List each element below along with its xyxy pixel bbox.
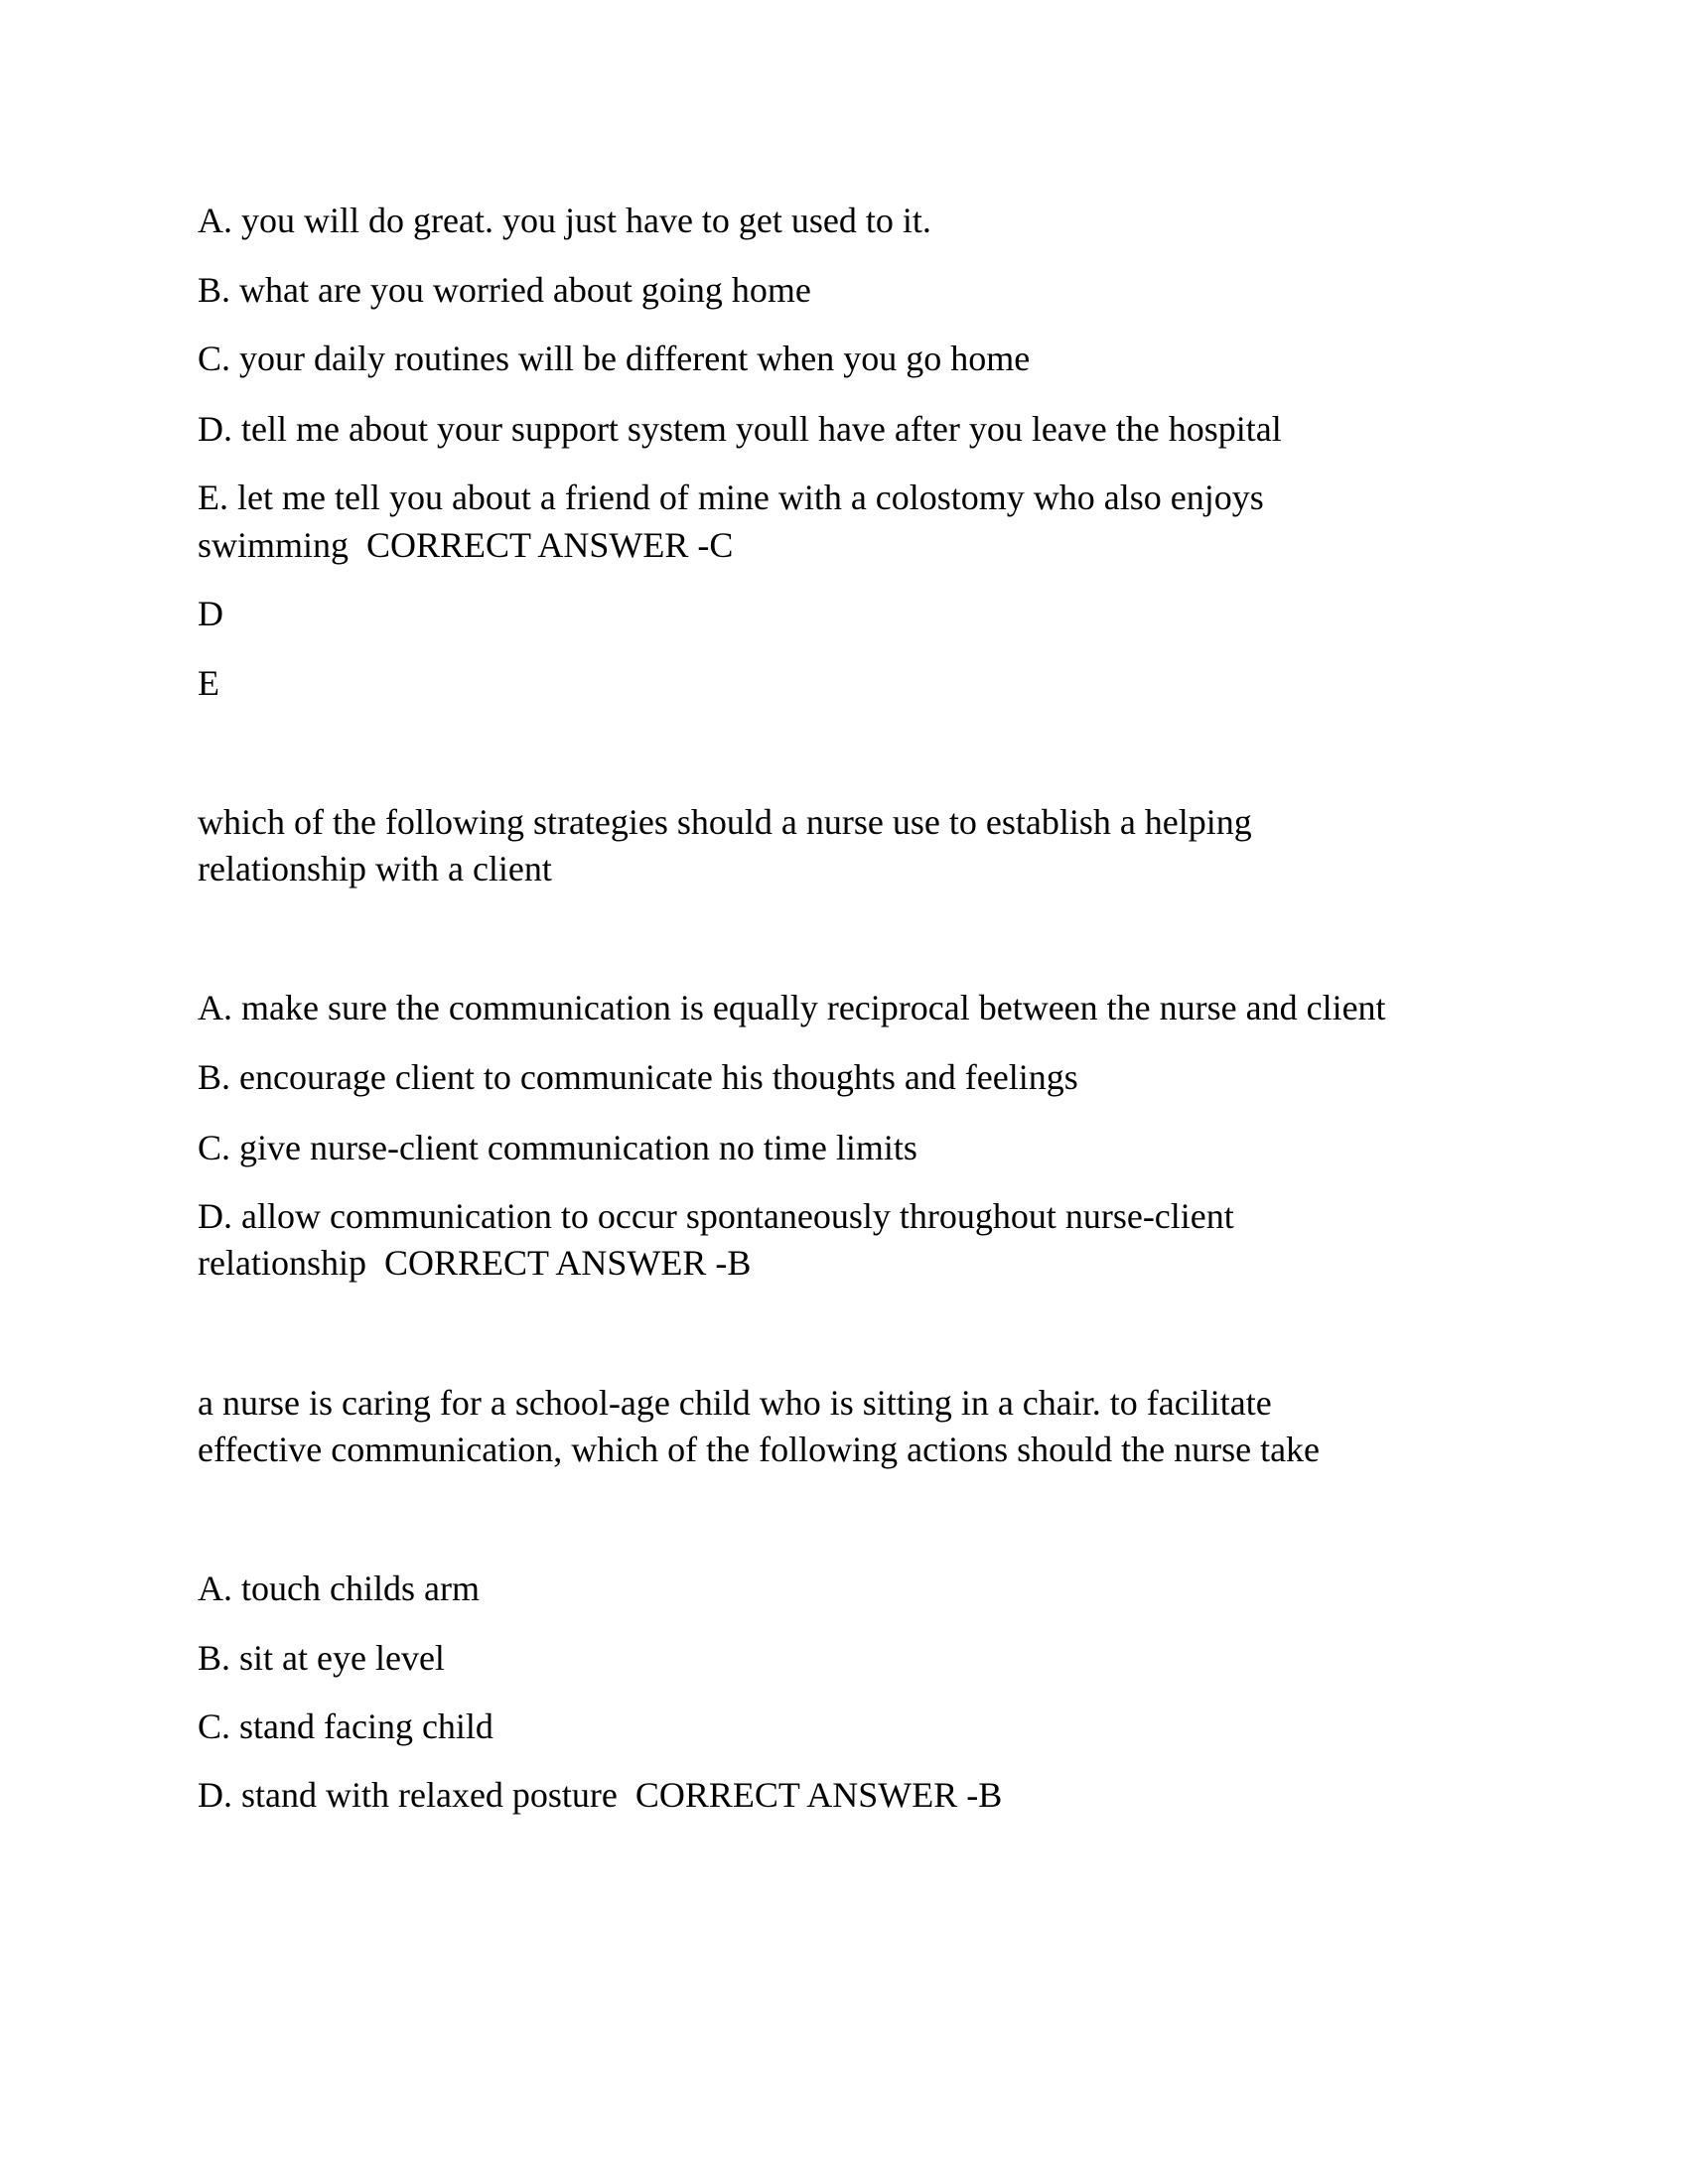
question-2-stem-cont: relationship with a client bbox=[198, 849, 552, 888]
extra-d: D bbox=[198, 594, 223, 633]
extra-e: E bbox=[198, 663, 219, 703]
option-a: A. you will do great. you just have to get used to it. bbox=[198, 201, 931, 240]
q3-option-d: D. stand with relaxed posture CORRECT ANSWER -B bbox=[198, 1775, 1003, 1815]
q3-option-b: B. sit at eye level bbox=[198, 1638, 445, 1678]
q2-option-a: A. make sure the communication is equally reciprocal between the nurse and client bbox=[198, 988, 1386, 1027]
q2-option-d: D. allow communication to occur spontaneously throughout nurse-client bbox=[198, 1196, 1234, 1236]
option-e: E. let me tell you about a friend of mine with a colostomy who also enjoys bbox=[198, 478, 1264, 517]
q3-option-c: C. stand facing child bbox=[198, 1706, 493, 1746]
q2-option-b: B. encourage client to communicate his thoughts and feelings bbox=[198, 1057, 1078, 1097]
q2-option-c: C. give nurse-client communication no time limits bbox=[198, 1128, 917, 1167]
option-d: D. tell me about your support system youll have after you leave the hospital bbox=[198, 409, 1282, 449]
option-e-answer: swimming CORRECT ANSWER -C bbox=[198, 525, 734, 565]
q3-option-a: A. touch childs arm bbox=[198, 1569, 480, 1608]
option-b: B. what are you worried about going home bbox=[198, 270, 811, 310]
question-3-stem: a nurse is caring for a school-age child who is sitting in a chair. to facilitate bbox=[198, 1383, 1272, 1423]
q2-option-d-answer: relationship CORRECT ANSWER -B bbox=[198, 1243, 752, 1283]
question-2-stem: which of the following strategies should a nurse use to establish a helping bbox=[198, 802, 1252, 842]
option-c: C. your daily routines will be different when you go home bbox=[198, 339, 1031, 378]
question-3-stem-cont: effective communication, which of the following actions should the nurse take bbox=[198, 1430, 1321, 1469]
